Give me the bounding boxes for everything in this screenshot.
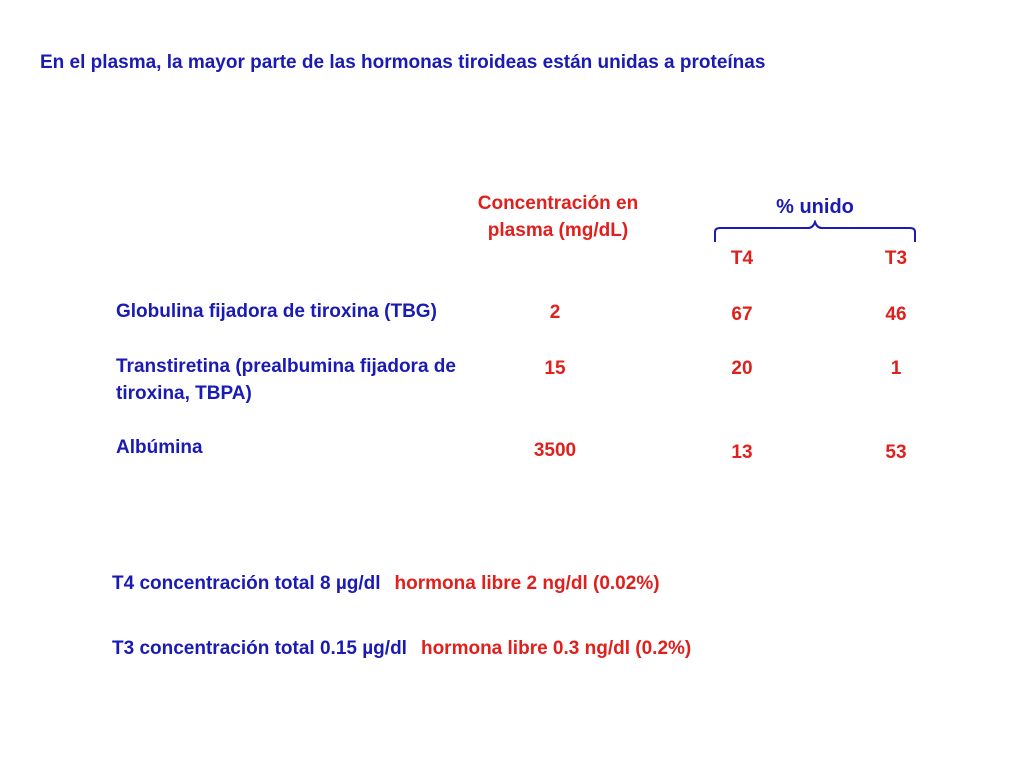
row-tbg-t4: 67 [731, 304, 753, 325]
footer-t4-total: T4 concentración total 8 µg/dl [112, 573, 381, 594]
header-percent-bound: % unido [776, 196, 854, 218]
footer-t3 [112, 638, 705, 660]
row-label-tbg: Globulina fijadora de tiroxina (TBG) [116, 301, 437, 322]
brace-icon [710, 220, 920, 246]
row-albumina-t4: 13 [731, 442, 753, 463]
row-albumina-t3: 53 [885, 442, 907, 463]
footer-t4-free: hormona libre 2 ng/dl (0.02%) [394, 573, 660, 594]
header-t3: T3 [884, 248, 908, 269]
row-tbpa-t3: 1 [890, 358, 902, 379]
footer-t3-free: hormona libre 0.3 ng/dl (0.2%) [420, 638, 692, 659]
row-tbg-concentration: 2 [549, 302, 561, 323]
header-concentration: Concentración en plasma (mg/dL) [477, 193, 639, 241]
header-t4: T4 [730, 248, 754, 269]
footer-t4 [112, 573, 674, 595]
row-albumina-concentration: 3500 [533, 440, 577, 461]
row-tbpa-t4: 20 [731, 358, 753, 379]
row-tbg-t3: 46 [885, 304, 907, 325]
footer-t3-total: T3 concentración total 0.15 µg/dl [112, 638, 407, 659]
row-label-tbpa: Transtiretina (prealbumina fijadora de tiroxina, TBPA) [116, 356, 456, 404]
row-tbpa-concentration: 15 [544, 358, 566, 379]
row-label-albumina: Albúmina [116, 437, 203, 458]
page-title: En el plasma, la mayor parte de las hormonas tiroideas están unidas a proteínas [40, 52, 766, 73]
